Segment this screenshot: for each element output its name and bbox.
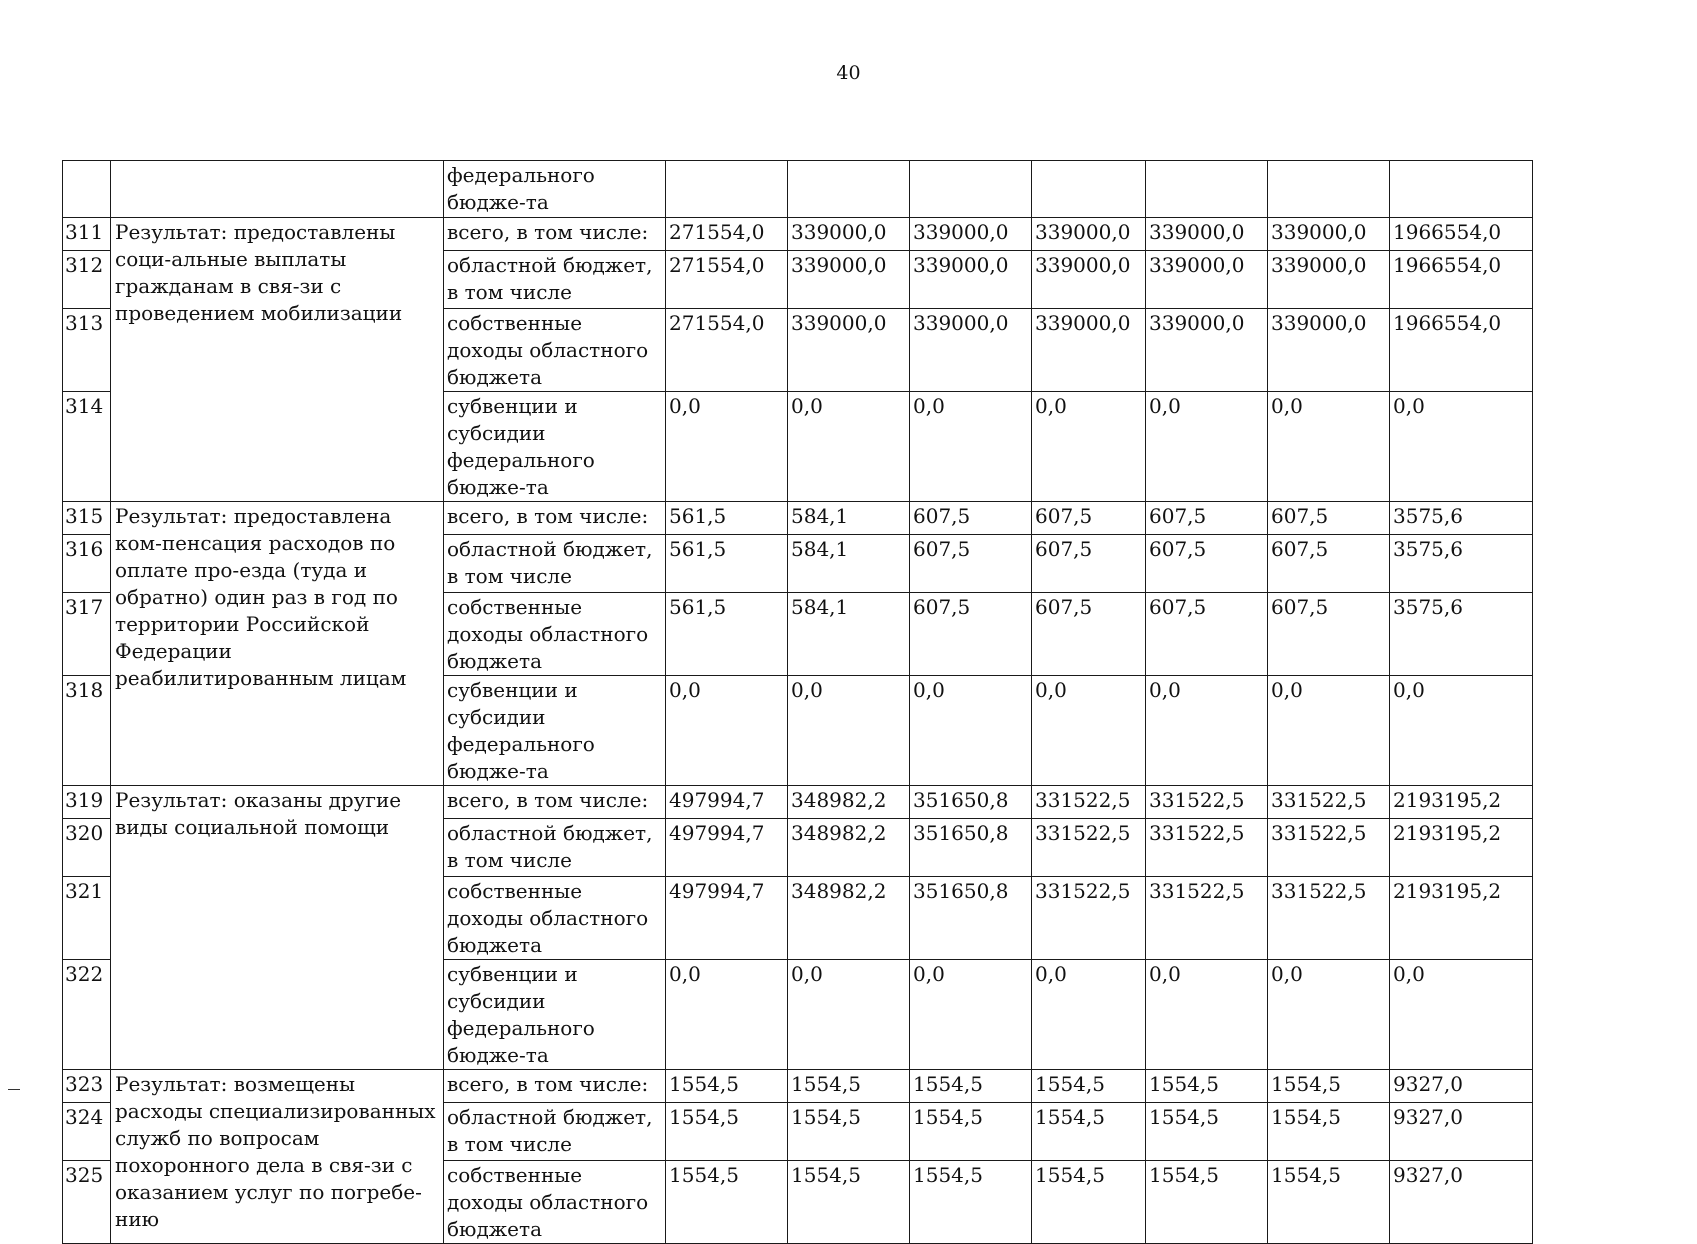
value-cell: 339000,0 xyxy=(1268,309,1390,392)
value-cell: 1554,5 xyxy=(910,1161,1032,1244)
value-cell: 339000,0 xyxy=(1032,309,1146,392)
value-cell: 331522,5 xyxy=(1032,786,1146,819)
row-number: 324 xyxy=(63,1103,111,1161)
table-row xyxy=(63,1070,1533,1103)
value-cell xyxy=(910,161,1032,218)
funding-source-label: собственные доходы областного бюджета xyxy=(444,1161,666,1244)
value-cell xyxy=(1390,161,1533,218)
value-cell: 607,5 xyxy=(1146,535,1268,593)
value-cell: 1554,5 xyxy=(910,1070,1032,1103)
result-description xyxy=(111,161,444,218)
value-cell: 607,5 xyxy=(1268,535,1390,593)
value-cell: 0,0 xyxy=(1268,960,1390,1070)
value-cell: 0,0 xyxy=(1146,960,1268,1070)
value-cell: 339000,0 xyxy=(788,251,910,309)
value-cell: 497994,7 xyxy=(666,819,788,877)
result-description: Результат: предоставлена ком-пенсация расходов по оплате про-езда (туда и обратно) один раз в год по территории Российской Федерации реабилитированным лицам xyxy=(111,502,444,786)
value-cell: 607,5 xyxy=(1146,502,1268,535)
value-cell: 0,0 xyxy=(1268,392,1390,502)
funding-source-label: субвенции и субсидии федерального бюдже-та xyxy=(444,392,666,502)
row-number: 314 xyxy=(63,392,111,502)
value-cell: 1966554,0 xyxy=(1390,309,1533,392)
row-number: 317 xyxy=(63,593,111,676)
value-cell: 9327,0 xyxy=(1390,1070,1533,1103)
budget-table-wrapper xyxy=(62,160,1533,1244)
value-cell: 1554,5 xyxy=(1032,1103,1146,1161)
value-cell: 331522,5 xyxy=(1146,819,1268,877)
value-cell: 1554,5 xyxy=(1032,1161,1146,1244)
value-cell: 2193195,2 xyxy=(1390,819,1533,877)
value-cell: 0,0 xyxy=(1032,392,1146,502)
value-cell: 351650,8 xyxy=(910,819,1032,877)
value-cell: 351650,8 xyxy=(910,877,1032,960)
value-cell: 348982,2 xyxy=(788,819,910,877)
value-cell: 0,0 xyxy=(788,676,910,786)
value-cell: 584,1 xyxy=(788,593,910,676)
funding-source-label: субвенции и субсидии федерального бюдже-та xyxy=(444,676,666,786)
row-number: 325 xyxy=(63,1161,111,1244)
funding-source-label: всего, в том числе: xyxy=(444,1070,666,1103)
value-cell: 0,0 xyxy=(1390,960,1533,1070)
value-cell xyxy=(1268,161,1390,218)
value-cell: 1554,5 xyxy=(1146,1161,1268,1244)
value-cell: 348982,2 xyxy=(788,786,910,819)
row-number: 318 xyxy=(63,676,111,786)
value-cell: 1554,5 xyxy=(666,1103,788,1161)
value-cell: 331522,5 xyxy=(1268,786,1390,819)
value-cell: 584,1 xyxy=(788,535,910,593)
value-cell: 339000,0 xyxy=(1146,218,1268,251)
row-number: 312 xyxy=(63,251,111,309)
funding-source-label: федерального бюдже-та xyxy=(444,161,666,218)
result-description: Результат: оказаны другие виды социальной помощи xyxy=(111,786,444,1070)
funding-source-label: субвенции и субсидии федерального бюдже-та xyxy=(444,960,666,1070)
page-number: 40 xyxy=(836,62,861,84)
value-cell: 0,0 xyxy=(666,392,788,502)
value-cell: 561,5 xyxy=(666,502,788,535)
value-cell: 331522,5 xyxy=(1268,877,1390,960)
value-cell: 2193195,2 xyxy=(1390,786,1533,819)
value-cell: 1554,5 xyxy=(910,1103,1032,1161)
value-cell: 3575,6 xyxy=(1390,593,1533,676)
value-cell xyxy=(1146,161,1268,218)
value-cell: 0,0 xyxy=(1390,676,1533,786)
value-cell: 0,0 xyxy=(1146,392,1268,502)
table-row xyxy=(63,786,1533,819)
value-cell: 1554,5 xyxy=(1032,1070,1146,1103)
funding-source-label: областной бюджет, в том числе xyxy=(444,535,666,593)
value-cell: 607,5 xyxy=(910,593,1032,676)
value-cell: 0,0 xyxy=(666,676,788,786)
result-description: Результат: возмещены расходы специализированных служб по вопросам похоронного дела в свя-зи с оказанием услуг по погребе-нию xyxy=(111,1070,444,1244)
row-number: 320 xyxy=(63,819,111,877)
value-cell: 0,0 xyxy=(910,676,1032,786)
row-number: 321 xyxy=(63,877,111,960)
value-cell: 339000,0 xyxy=(1268,251,1390,309)
value-cell: 339000,0 xyxy=(1146,251,1268,309)
row-number: 323 xyxy=(63,1070,111,1103)
value-cell: 1554,5 xyxy=(1268,1161,1390,1244)
value-cell: 1554,5 xyxy=(1146,1070,1268,1103)
funding-source-label: собственные доходы областного бюджета xyxy=(444,309,666,392)
table-row xyxy=(63,502,1533,535)
value-cell: 339000,0 xyxy=(910,218,1032,251)
value-cell: 607,5 xyxy=(910,535,1032,593)
value-cell: 1966554,0 xyxy=(1390,218,1533,251)
value-cell xyxy=(1032,161,1146,218)
value-cell: 1554,5 xyxy=(1268,1103,1390,1161)
value-cell: 331522,5 xyxy=(1032,819,1146,877)
value-cell: 607,5 xyxy=(1268,593,1390,676)
value-cell: 9327,0 xyxy=(1390,1161,1533,1244)
value-cell xyxy=(666,161,788,218)
value-cell: 497994,7 xyxy=(666,877,788,960)
value-cell: 331522,5 xyxy=(1146,877,1268,960)
budget-table xyxy=(62,160,1533,1244)
value-cell: 607,5 xyxy=(1032,535,1146,593)
funding-source-label: областной бюджет, в том числе xyxy=(444,1103,666,1161)
value-cell: 271554,0 xyxy=(666,251,788,309)
value-cell: 3575,6 xyxy=(1390,535,1533,593)
row-number: 311 xyxy=(63,218,111,251)
table-row xyxy=(63,161,1533,218)
funding-source-label: всего, в том числе: xyxy=(444,786,666,819)
value-cell: 607,5 xyxy=(1268,502,1390,535)
value-cell: 1554,5 xyxy=(1146,1103,1268,1161)
funding-source-label: областной бюджет, в том числе xyxy=(444,251,666,309)
value-cell: 0,0 xyxy=(1032,676,1146,786)
funding-source-label: всего, в том числе: xyxy=(444,218,666,251)
value-cell: 0,0 xyxy=(666,960,788,1070)
value-cell: 339000,0 xyxy=(788,309,910,392)
value-cell: 1554,5 xyxy=(788,1103,910,1161)
value-cell: 0,0 xyxy=(788,960,910,1070)
value-cell: 331522,5 xyxy=(1268,819,1390,877)
value-cell: 331522,5 xyxy=(1146,786,1268,819)
value-cell: 497994,7 xyxy=(666,786,788,819)
value-cell: 348982,2 xyxy=(788,877,910,960)
value-cell: 1554,5 xyxy=(666,1070,788,1103)
margin-mark xyxy=(8,1089,20,1090)
value-cell: 339000,0 xyxy=(910,251,1032,309)
value-cell: 1554,5 xyxy=(788,1070,910,1103)
value-cell: 1966554,0 xyxy=(1390,251,1533,309)
result-description: Результат: предоставлены соци-альные выплаты гражданам в свя-зи с проведением мобилизации xyxy=(111,218,444,502)
row-number: 315 xyxy=(63,502,111,535)
value-cell: 561,5 xyxy=(666,593,788,676)
value-cell: 1554,5 xyxy=(666,1161,788,1244)
value-cell: 351650,8 xyxy=(910,786,1032,819)
value-cell: 1554,5 xyxy=(788,1161,910,1244)
value-cell: 339000,0 xyxy=(910,309,1032,392)
table-row xyxy=(63,218,1533,251)
value-cell: 339000,0 xyxy=(1268,218,1390,251)
value-cell: 561,5 xyxy=(666,535,788,593)
value-cell: 0,0 xyxy=(1268,676,1390,786)
value-cell: 331522,5 xyxy=(1032,877,1146,960)
row-number xyxy=(63,161,111,218)
value-cell: 2193195,2 xyxy=(1390,877,1533,960)
value-cell: 339000,0 xyxy=(1032,218,1146,251)
value-cell: 3575,6 xyxy=(1390,502,1533,535)
value-cell: 271554,0 xyxy=(666,309,788,392)
funding-source-label: собственные доходы областного бюджета xyxy=(444,593,666,676)
value-cell: 607,5 xyxy=(1032,502,1146,535)
row-number: 322 xyxy=(63,960,111,1070)
value-cell: 607,5 xyxy=(910,502,1032,535)
row-number: 316 xyxy=(63,535,111,593)
value-cell: 0,0 xyxy=(1032,960,1146,1070)
value-cell: 607,5 xyxy=(1146,593,1268,676)
value-cell xyxy=(788,161,910,218)
value-cell: 0,0 xyxy=(1390,392,1533,502)
value-cell: 339000,0 xyxy=(1146,309,1268,392)
funding-source-label: всего, в том числе: xyxy=(444,502,666,535)
row-number: 313 xyxy=(63,309,111,392)
row-number: 319 xyxy=(63,786,111,819)
value-cell: 271554,0 xyxy=(666,218,788,251)
value-cell: 339000,0 xyxy=(1032,251,1146,309)
value-cell: 584,1 xyxy=(788,502,910,535)
funding-source-label: областной бюджет, в том числе xyxy=(444,819,666,877)
value-cell: 607,5 xyxy=(1032,593,1146,676)
value-cell: 0,0 xyxy=(910,392,1032,502)
value-cell: 0,0 xyxy=(1146,676,1268,786)
value-cell: 0,0 xyxy=(910,960,1032,1070)
value-cell: 0,0 xyxy=(788,392,910,502)
funding-source-label: собственные доходы областного бюджета xyxy=(444,877,666,960)
value-cell: 1554,5 xyxy=(1268,1070,1390,1103)
value-cell: 339000,0 xyxy=(788,218,910,251)
value-cell: 9327,0 xyxy=(1390,1103,1533,1161)
